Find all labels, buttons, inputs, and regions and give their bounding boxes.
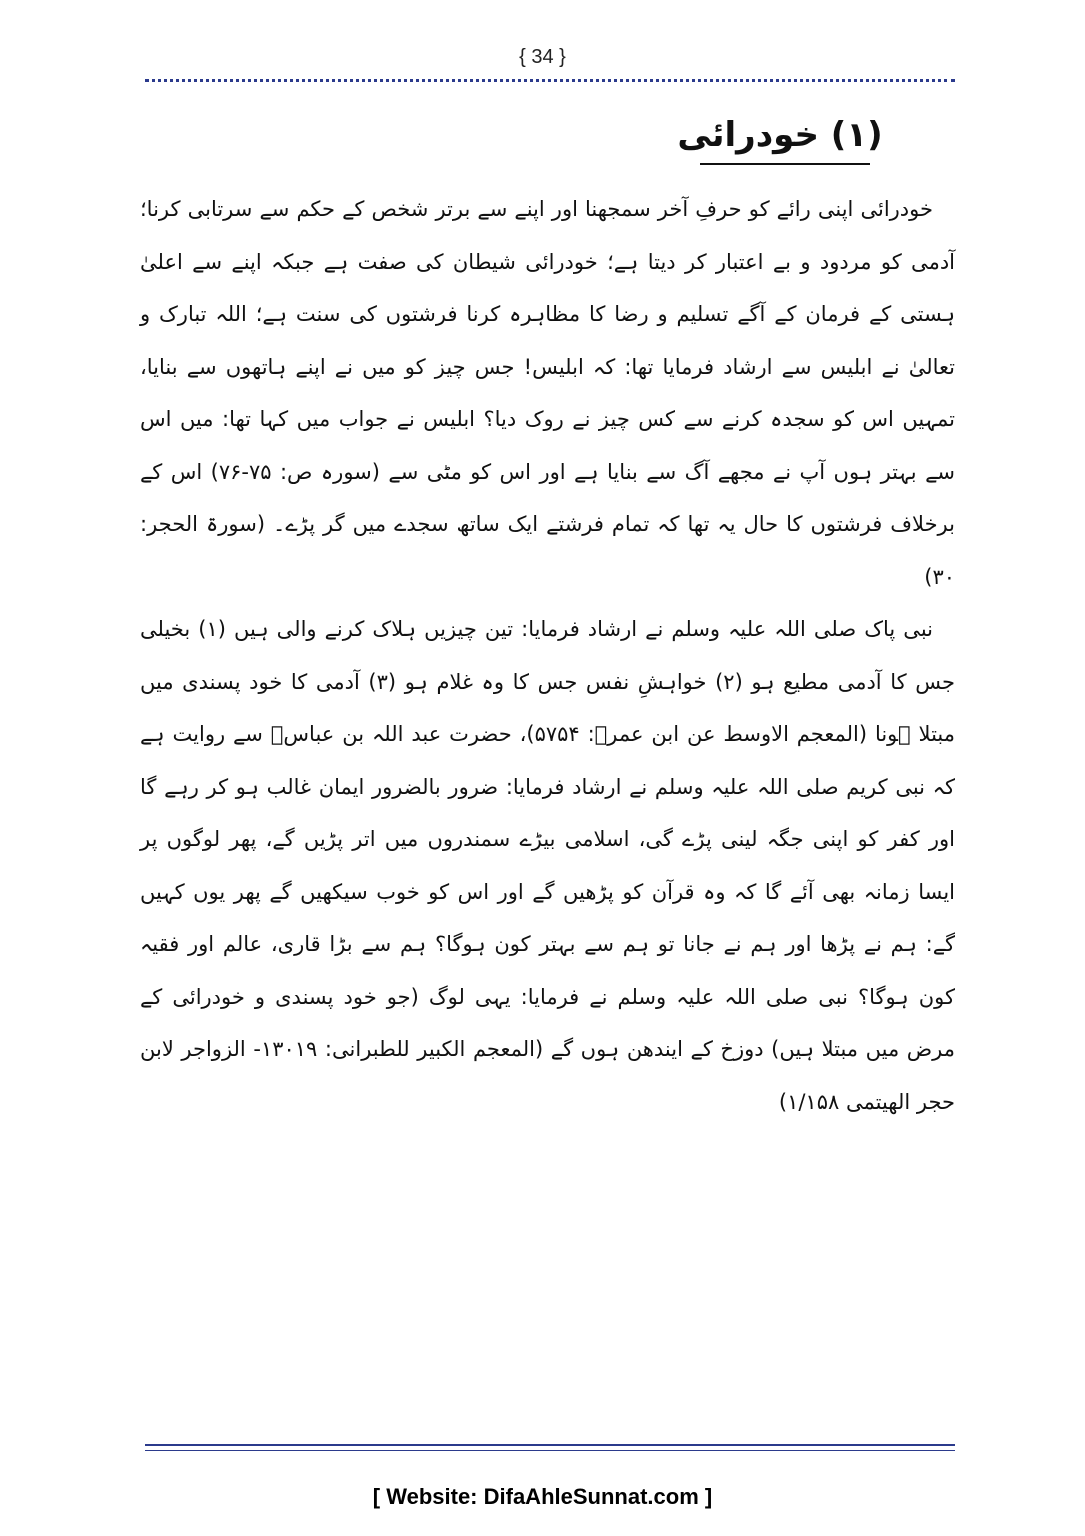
bottom-divider [145,1444,955,1451]
page-number: { 34 } [519,46,566,68]
section-heading: (۱) خودرائی [677,115,883,155]
paragraph-1: خودرائی اپنی رائے کو حرفِ آخر سمجھنا اور اپنے سے برتر شخص کے حکم سے سرتابی کرنا؛ آدمی کو مردود و بے اعتبار کر دیتا ہے؛ خودرائی شیطان کی صفت ہے جبکہ اپنے سے اعلیٰ ہستی کے فرمان کے آگے تسلیم و رضا کا مظاہرہ کرنا فرشتوں کی سنت ہے؛ اللہ تبارک و تعالیٰ نے ابلیس سے ارشاد فرمایا تھا: کہ ابلیس! جس چیز کو میں نے اپنے ہاتھوں سے بنایا، تمہیں اس کو سجدہ کرنے سے کس چیز نے روک دیا؟ ابلیس نے جواب میں کہا تھا: میں اس سے بہتر ہوں آپ نے مجھے آگ سے بنایا ہے اور اس کو مٹی سے (سورہ ص: ۷۵-۷۶) اس کے برخلاف فرشتوں کا حال یہ تھا کہ تمام فرشتے ایک ساتھ سجدے میں گر پڑے۔ (سورۃ الحجر: ۳۰) [140,197,955,589]
website-footer: [ Website: DifaAhleSunnat.com ] [372,1484,713,1509]
body-text [140,183,955,1128]
heading-underline [700,163,870,165]
paragraph-2: نبی پاک صلی اللہ علیہ وسلم نے ارشاد فرمایا: تین چیزیں ہلاک کرنے والی ہیں (۱) بخیلی جس کا آدمی مطیع ہو (۲) خواہشِ نفس جس کا وہ غلام ہو (۳) آدمی کا خود پسندی میں مبتلا ہونا (المعجم الاوسط عن ابن عمرؓ: ۵۷۵۴)، حضرت عبد اللہ بن عباسؓ سے روایت ہے کہ نبی کریم صلی اللہ علیہ وسلم نے ارشاد فرمایا: ضرور بالضرور ایمان غالب ہو کر رہے گا اور کفر کو اپنی جگہ لینی پڑے گی، اسلامی بیڑے سمندروں میں اتر پڑیں گے، پھر لوگوں پر ایسا زمانہ بھی آئے گا کہ وہ قرآن کو پڑھیں گے اور اس کو خوب سیکھیں گے پھر یوں کہیں گے: ہم نے پڑھا اور ہم نے جانا تو ہم سے بہتر کون ہوگا؟ ہم سے بڑا قاری، عالم اور فقیہ کون ہوگا؟ نبی صلی اللہ علیہ وسلم نے فرمایا: یہی لوگ (جو خود پسندی و خودرائی کے مرض میں مبتلا ہیں) دوزخ کے ایندھن ہوں گے (المعجم الکبیر للطبرانی: ۱۳۰۱۹- الزواجر لابن حجر الھیتمی ۱/۱۵۸) [140,617,956,1114]
top-dotted-divider [145,79,955,82]
